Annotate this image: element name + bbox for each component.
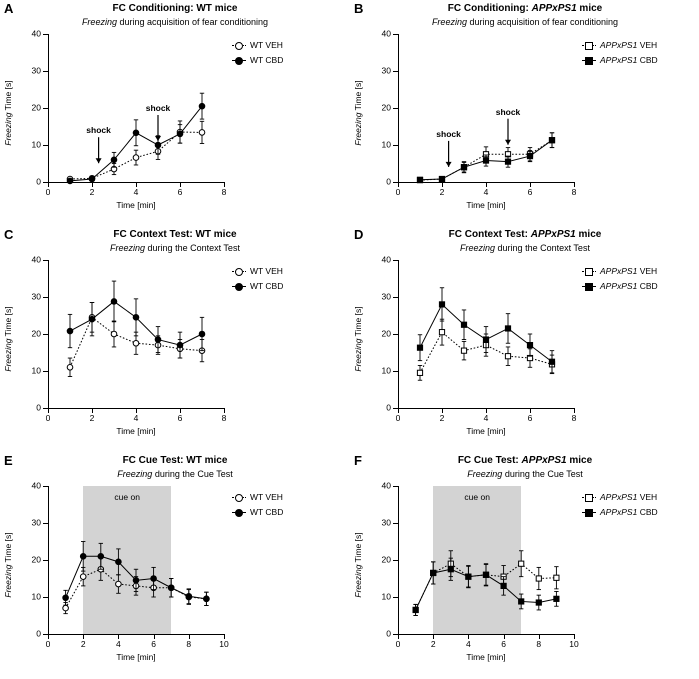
- data-point-marker: [63, 595, 69, 601]
- data-point-marker: [177, 131, 183, 137]
- panel-subtitle: Freezing during the Cue Test: [117, 469, 233, 479]
- legend-label: WT CBD: [250, 507, 284, 517]
- y-tick-label: 30: [381, 517, 391, 528]
- panel-title: FC Context Test: APPxPS1 mice: [448, 229, 602, 240]
- panel-subtitle: Freezing during acquisition of fear conditioning: [81, 17, 269, 27]
- data-point-marker: [111, 157, 117, 163]
- legend-item: [582, 490, 658, 505]
- data-point-marker: [439, 330, 444, 335]
- x-axis-label: Time [min]: [466, 426, 506, 436]
- panel-letter: A: [4, 1, 14, 16]
- x-tick-label: 4: [483, 187, 489, 197]
- data-point-marker: [67, 365, 73, 371]
- shock-annotation-label: shock: [495, 106, 521, 117]
- data-series: [67, 93, 205, 183]
- legend-item: [582, 264, 658, 279]
- legend-label: WT CBD: [250, 55, 284, 65]
- data-point-marker: [501, 583, 506, 588]
- data-point-marker: [133, 315, 139, 321]
- legend-item: [582, 505, 658, 520]
- panel-letter: B: [354, 1, 364, 16]
- x-tick-label: 2: [89, 187, 95, 197]
- data-point-marker: [461, 348, 466, 353]
- data-point-marker: [177, 342, 183, 348]
- x-tick-label: 2: [89, 413, 95, 423]
- shock-annotation-label: shock: [145, 103, 171, 113]
- legend-label: WT VEH: [250, 266, 283, 276]
- y-tick-label: 0: [386, 402, 391, 413]
- legend-item: [232, 279, 283, 294]
- plot-area: [353, 480, 579, 662]
- circle-open-marker-icon: [232, 41, 246, 51]
- y-tick-label: 0: [386, 176, 391, 187]
- y-axis-label: Freezing Time [s]: [353, 306, 363, 372]
- x-tick-label: 2: [439, 413, 445, 423]
- data-point-marker: [439, 302, 444, 307]
- x-tick-label: 0: [45, 639, 51, 649]
- data-point-marker: [417, 345, 422, 350]
- data-point-marker: [116, 581, 122, 587]
- data-series: [417, 133, 554, 183]
- square-filled-marker-icon: [582, 508, 596, 518]
- y-tick-label: 0: [386, 628, 391, 639]
- data-point-marker: [483, 572, 488, 577]
- x-axis-label: Time [min]: [466, 652, 506, 662]
- data-series: [63, 542, 209, 606]
- plot-area: [3, 28, 227, 210]
- y-tick-label: 40: [381, 480, 391, 491]
- data-series: [417, 288, 554, 373]
- data-point-marker: [549, 359, 554, 364]
- data-point-marker: [527, 154, 532, 159]
- data-point-marker: [67, 328, 73, 334]
- y-tick-label: 20: [31, 328, 41, 339]
- y-tick-label: 20: [381, 554, 391, 565]
- data-point-marker: [439, 176, 444, 181]
- circle-open-marker-icon: [232, 493, 246, 503]
- square-filled-marker-icon: [582, 282, 596, 292]
- data-point-marker: [204, 596, 210, 602]
- legend: [582, 264, 658, 294]
- data-point-marker: [199, 331, 205, 337]
- cue-on-label: cue on: [464, 492, 490, 502]
- data-point-marker: [67, 178, 73, 184]
- x-tick-label: 10: [219, 639, 229, 649]
- x-tick-label: 6: [177, 187, 183, 197]
- panel-title: FC Conditioning: WT mice: [112, 3, 238, 14]
- data-point-marker: [80, 554, 86, 560]
- y-tick-label: 40: [31, 480, 41, 491]
- y-tick-label: 10: [31, 365, 41, 376]
- data-point-marker: [116, 559, 122, 565]
- circle-filled-marker-icon: [232, 508, 246, 518]
- legend-label: APPxPS1 CBD: [600, 281, 658, 291]
- data-point-marker: [413, 607, 418, 612]
- legend-label: APPxPS1 VEH: [600, 40, 658, 50]
- data-point-marker: [554, 596, 559, 601]
- data-point-marker: [133, 578, 139, 584]
- data-point-marker: [199, 130, 205, 136]
- legend: [232, 38, 283, 68]
- panel-title: FC Conditioning: APPxPS1 mice: [447, 3, 603, 14]
- x-tick-label: 4: [466, 639, 471, 649]
- x-tick-label: 4: [133, 187, 139, 197]
- x-tick-label: 0: [45, 413, 51, 423]
- x-tick-label: 8: [221, 187, 227, 197]
- legend-item: [232, 264, 283, 279]
- data-point-marker: [483, 337, 488, 342]
- x-axis-label: Time [min]: [116, 652, 156, 662]
- series-layer: [48, 260, 224, 408]
- chart-panel-d: [350, 226, 699, 452]
- y-tick-label: 40: [381, 254, 391, 265]
- x-tick-label: 4: [116, 639, 121, 649]
- plot-area: [3, 480, 229, 662]
- y-tick-label: 10: [31, 139, 41, 150]
- data-point-marker: [536, 576, 541, 581]
- x-tick-label: 8: [571, 413, 577, 423]
- data-point-marker: [186, 593, 192, 599]
- x-tick-label: 6: [177, 413, 183, 423]
- data-point-marker: [505, 354, 510, 359]
- y-tick-label: 30: [381, 291, 391, 302]
- data-point-marker: [448, 567, 453, 572]
- data-point-marker: [431, 570, 436, 575]
- y-axis-label: Freezing Time [s]: [3, 80, 13, 146]
- data-point-marker: [519, 561, 524, 566]
- panel-subtitle: Freezing during the Cue Test: [467, 469, 583, 479]
- panel-title: FC Cue Test: WT mice: [122, 455, 228, 466]
- legend-label: APPxPS1 VEH: [600, 492, 658, 502]
- y-tick-label: 30: [31, 65, 41, 76]
- x-axis-line: [398, 634, 574, 635]
- data-point-marker: [111, 331, 117, 337]
- y-tick-label: 10: [381, 591, 391, 602]
- x-tick-label: 0: [45, 187, 51, 197]
- x-tick-label: 8: [571, 187, 577, 197]
- x-tick-label: 0: [395, 187, 401, 197]
- data-point-marker: [133, 155, 139, 161]
- chart-panel-f: [350, 452, 699, 678]
- x-tick-label: 4: [133, 413, 139, 423]
- data-point-marker: [483, 158, 488, 163]
- x-tick-label: 8: [536, 639, 542, 649]
- y-tick-label: 10: [31, 591, 41, 602]
- legend-label: APPxPS1 VEH: [600, 266, 658, 276]
- legend-item: [582, 53, 658, 68]
- legend-item: [232, 53, 283, 68]
- y-tick-label: 30: [381, 65, 391, 76]
- panel-title: FC Context Test: WT mice: [113, 229, 237, 240]
- y-tick-label: 30: [31, 517, 41, 528]
- x-tick-label: 4: [483, 413, 489, 423]
- x-axis-label: Time [min]: [466, 200, 506, 210]
- series-layer: [48, 34, 224, 182]
- plot-area: [353, 254, 577, 436]
- data-point-marker: [505, 326, 510, 331]
- square-open-marker-icon: [582, 41, 596, 51]
- data-point-marker: [519, 599, 524, 604]
- data-point-marker: [199, 103, 205, 109]
- legend-label: APPxPS1 CBD: [600, 55, 658, 65]
- data-point-marker: [111, 299, 117, 305]
- data-point-marker: [155, 142, 161, 148]
- y-tick-label: 30: [31, 291, 41, 302]
- legend: [582, 490, 658, 520]
- panel-subtitle: Freezing during the Context Test: [110, 243, 240, 253]
- y-tick-label: 10: [381, 139, 391, 150]
- y-tick-label: 20: [381, 102, 391, 113]
- x-tick-label: 2: [439, 187, 445, 197]
- x-tick-label: 6: [527, 187, 533, 197]
- y-tick-label: 20: [381, 328, 391, 339]
- legend-item: [582, 279, 658, 294]
- y-tick-label: 20: [31, 554, 41, 565]
- data-series: [413, 558, 559, 615]
- data-point-marker: [554, 575, 559, 580]
- square-open-marker-icon: [582, 493, 596, 503]
- data-point-marker: [461, 322, 466, 327]
- data-point-marker: [466, 574, 471, 579]
- series-layer: [398, 486, 574, 634]
- data-point-marker: [505, 159, 510, 164]
- data-point-marker: [527, 343, 532, 348]
- x-tick-label: 6: [527, 413, 533, 423]
- legend: [582, 38, 658, 68]
- series-layer: [48, 486, 224, 634]
- y-tick-label: 10: [381, 365, 391, 376]
- data-point-marker: [133, 130, 139, 136]
- chart-panel-c: [0, 226, 349, 452]
- legend-label: WT VEH: [250, 492, 283, 502]
- legend-label: WT CBD: [250, 281, 284, 291]
- data-point-marker: [417, 370, 422, 375]
- circle-open-marker-icon: [232, 267, 246, 277]
- shock-annotation-label: shock: [86, 125, 111, 136]
- data-point-marker: [98, 554, 104, 560]
- x-axis-line: [48, 634, 224, 635]
- circle-filled-marker-icon: [232, 56, 246, 66]
- data-point-marker: [133, 340, 139, 346]
- panel-subtitle: Freezing during acquisition of fear conditioning: [431, 17, 619, 27]
- legend: [232, 490, 283, 520]
- legend: [232, 264, 283, 294]
- y-tick-label: 40: [381, 28, 391, 39]
- y-tick-label: 0: [36, 628, 41, 639]
- data-point-marker: [151, 576, 157, 582]
- legend-item: [232, 505, 283, 520]
- data-point-marker: [168, 585, 174, 591]
- x-tick-label: 8: [221, 413, 227, 423]
- data-point-marker: [549, 138, 554, 143]
- panel-letter: D: [354, 227, 364, 242]
- series-layer: [398, 260, 574, 408]
- x-tick-label: 6: [151, 639, 156, 649]
- data-point-marker: [155, 337, 161, 343]
- x-tick-label: 0: [395, 639, 401, 649]
- x-tick-label: 8: [186, 639, 192, 649]
- legend-label: WT VEH: [250, 40, 283, 50]
- chart-panel-e: [0, 452, 349, 678]
- panel-letter: F: [354, 453, 362, 468]
- legend-label: APPxPS1 CBD: [600, 507, 658, 517]
- cue-on-label: cue on: [114, 492, 140, 502]
- y-tick-label: 20: [31, 102, 41, 113]
- panel-letter: C: [4, 227, 14, 242]
- legend-item: [232, 490, 283, 505]
- legend-item: [232, 38, 283, 53]
- data-point-marker: [89, 316, 95, 322]
- data-point-marker: [461, 165, 466, 170]
- data-point-marker: [63, 605, 69, 611]
- y-axis-label: Freezing Time [s]: [353, 80, 363, 146]
- y-axis-label: Freezing Time [s]: [353, 532, 363, 598]
- panel-subtitle: Freezing during the Context Test: [460, 243, 590, 253]
- y-tick-label: 40: [31, 28, 41, 39]
- x-tick-label: 2: [430, 639, 436, 649]
- plot-area: [353, 28, 577, 210]
- y-tick-label: 0: [36, 176, 41, 187]
- x-axis-label: Time [min]: [116, 200, 156, 210]
- y-tick-label: 40: [31, 254, 41, 265]
- y-axis-label: Freezing Time [s]: [3, 532, 13, 598]
- chart-panel-a: [0, 0, 349, 226]
- legend-item: [582, 38, 658, 53]
- x-tick-label: 0: [395, 413, 401, 423]
- x-tick-label: 2: [80, 639, 86, 649]
- circle-filled-marker-icon: [232, 282, 246, 292]
- x-tick-label: 6: [501, 639, 506, 649]
- x-tick-label: 10: [569, 639, 579, 649]
- y-tick-label: 0: [36, 402, 41, 413]
- panel-title: FC Cue Test: APPxPS1 mice: [457, 455, 593, 466]
- data-point-marker: [89, 176, 95, 182]
- data-point-marker: [417, 177, 422, 182]
- shock-annotation-label: shock: [436, 128, 461, 139]
- x-axis-label: Time [min]: [116, 426, 156, 436]
- square-open-marker-icon: [582, 267, 596, 277]
- plot-area: [3, 254, 227, 436]
- panel-letter: E: [4, 453, 13, 468]
- series-layer: [398, 34, 574, 182]
- chart-panel-b: [350, 0, 699, 226]
- y-axis-label: Freezing Time [s]: [3, 306, 13, 372]
- square-filled-marker-icon: [582, 56, 596, 66]
- data-point-marker: [536, 600, 541, 605]
- data-point-marker: [80, 574, 86, 580]
